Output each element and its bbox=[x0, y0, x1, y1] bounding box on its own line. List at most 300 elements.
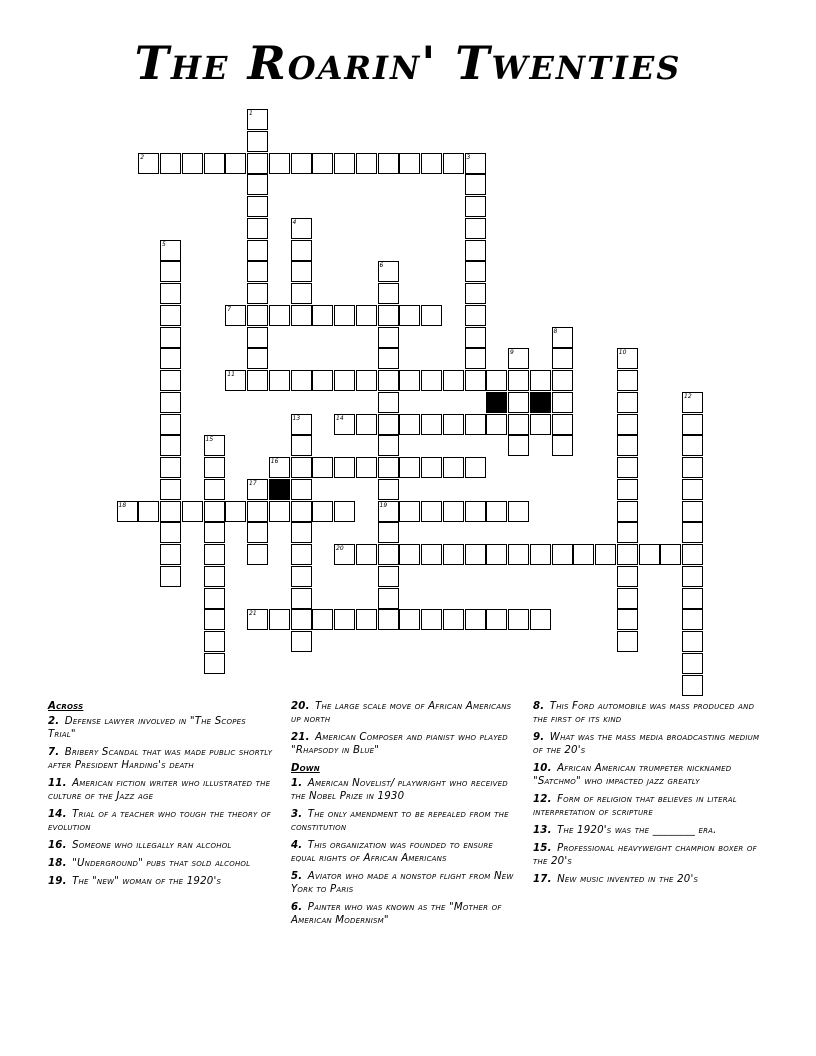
grid-cell[interactable] bbox=[421, 544, 442, 565]
grid-cell[interactable] bbox=[291, 501, 312, 522]
grid-cell[interactable] bbox=[160, 153, 181, 174]
grid-cell[interactable] bbox=[247, 370, 268, 391]
grid-cell[interactable] bbox=[617, 522, 638, 543]
grid-cell[interactable] bbox=[312, 153, 333, 174]
grid-cell[interactable] bbox=[378, 348, 399, 369]
grid-cell[interactable] bbox=[291, 435, 312, 456]
grid-cell[interactable] bbox=[486, 609, 507, 630]
grid-cell[interactable] bbox=[378, 414, 399, 435]
grid-cell[interactable] bbox=[378, 522, 399, 543]
grid-cell[interactable] bbox=[443, 501, 464, 522]
grid-cell[interactable] bbox=[269, 501, 290, 522]
grid-cell[interactable] bbox=[552, 370, 573, 391]
across-clue-list bbox=[48, 715, 273, 888]
grid-cell[interactable] bbox=[247, 544, 268, 565]
grid-cell[interactable] bbox=[269, 609, 290, 630]
grid-cell[interactable] bbox=[443, 153, 464, 174]
clue-number: 8. bbox=[533, 701, 545, 712]
grid-cell[interactable] bbox=[204, 566, 225, 587]
grid-cell[interactable] bbox=[660, 544, 681, 565]
grid-cell[interactable] bbox=[204, 544, 225, 565]
grid-cell[interactable] bbox=[247, 522, 268, 543]
grid-cell[interactable] bbox=[378, 457, 399, 478]
grid-cell[interactable] bbox=[465, 218, 486, 239]
grid-cell[interactable] bbox=[160, 501, 181, 522]
grid-cell[interactable] bbox=[595, 544, 616, 565]
cell-number: 12 bbox=[684, 392, 692, 400]
grid-cell[interactable] bbox=[356, 153, 377, 174]
cell-number: 7 bbox=[227, 305, 232, 313]
clue-number: 3. bbox=[291, 809, 303, 820]
clue-text: Painter who was known as the "Mother of American Modernism" bbox=[291, 902, 502, 926]
grid-cell[interactable] bbox=[334, 370, 355, 391]
clue-text: The "new" woman of the 1920's bbox=[68, 876, 222, 887]
clue-text: The 1920's was the ________ era. bbox=[553, 825, 717, 836]
grid-cell[interactable] bbox=[378, 588, 399, 609]
clue-item bbox=[48, 777, 273, 803]
grid-cell[interactable] bbox=[356, 414, 377, 435]
grid-cell[interactable] bbox=[465, 240, 486, 261]
grid-cell[interactable] bbox=[334, 414, 355, 435]
grid-cell[interactable] bbox=[378, 283, 399, 304]
grid-cell[interactable] bbox=[291, 588, 312, 609]
grid-cell[interactable] bbox=[247, 609, 268, 630]
grid-cell[interactable] bbox=[204, 631, 225, 652]
clue-number: 13. bbox=[533, 825, 552, 836]
grid-cell[interactable] bbox=[312, 305, 333, 326]
grid-cell[interactable] bbox=[552, 327, 573, 348]
grid-cell[interactable] bbox=[160, 414, 181, 435]
grid-cell[interactable] bbox=[269, 153, 290, 174]
grid-cell[interactable] bbox=[291, 261, 312, 282]
clue-item bbox=[533, 842, 768, 868]
grid-cell[interactable] bbox=[682, 457, 703, 478]
grid-cell[interactable] bbox=[508, 348, 529, 369]
clue-text: Someone who illegally ran alcohol bbox=[68, 840, 232, 851]
clue-text: New music invented in the 20's bbox=[553, 874, 699, 885]
clue-text: American fiction writer who illustrated the culture of the Jazz age bbox=[48, 778, 271, 802]
clue-item bbox=[48, 746, 273, 772]
grid-cell[interactable] bbox=[421, 153, 442, 174]
grid-cell[interactable] bbox=[204, 522, 225, 543]
grid-cell[interactable] bbox=[530, 370, 551, 391]
grid-cell[interactable] bbox=[225, 305, 246, 326]
clue-number: 19. bbox=[48, 876, 67, 887]
grid-cell[interactable] bbox=[486, 544, 507, 565]
clue-item bbox=[533, 873, 768, 886]
clue-item bbox=[291, 808, 516, 834]
grid-cell[interactable] bbox=[312, 457, 333, 478]
grid-cell[interactable] bbox=[508, 501, 529, 522]
grid-cell[interactable] bbox=[291, 283, 312, 304]
grid-cell[interactable] bbox=[508, 392, 529, 413]
black-cell bbox=[530, 392, 551, 413]
grid-cell[interactable] bbox=[399, 609, 420, 630]
grid-cell[interactable] bbox=[486, 501, 507, 522]
grid-cell[interactable] bbox=[204, 435, 225, 456]
grid-cell[interactable] bbox=[682, 435, 703, 456]
cell-number: 20 bbox=[336, 545, 344, 552]
clues-column-3 bbox=[533, 700, 768, 891]
grid-cell[interactable] bbox=[356, 609, 377, 630]
clue-text: Bribery Scandal that was made public shortly after President Harding's death bbox=[48, 747, 273, 771]
grid-cell[interactable] bbox=[617, 588, 638, 609]
grid-cell[interactable] bbox=[247, 196, 268, 217]
clue-text: This organization was founded to ensure equal rights of African Americans bbox=[291, 840, 494, 864]
grid-cell[interactable] bbox=[552, 544, 573, 565]
grid-cell[interactable] bbox=[247, 305, 268, 326]
across-clue-list-continued bbox=[291, 700, 516, 757]
grid-cell[interactable] bbox=[291, 414, 312, 435]
grid-cell[interactable] bbox=[160, 370, 181, 391]
grid-cell[interactable] bbox=[378, 435, 399, 456]
grid-cell[interactable] bbox=[378, 305, 399, 326]
grid-cell[interactable] bbox=[421, 609, 442, 630]
clue-number: 21. bbox=[291, 732, 310, 743]
grid-cell[interactable] bbox=[356, 457, 377, 478]
grid-cell[interactable] bbox=[682, 479, 703, 500]
clue-item bbox=[48, 857, 273, 870]
grid-cell[interactable] bbox=[617, 414, 638, 435]
clue-number: 14. bbox=[48, 809, 67, 820]
grid-cell[interactable] bbox=[682, 414, 703, 435]
grid-cell[interactable] bbox=[443, 457, 464, 478]
grid-cell[interactable] bbox=[160, 479, 181, 500]
grid-cell[interactable] bbox=[378, 501, 399, 522]
clues-column-1 bbox=[48, 700, 273, 893]
clue-item bbox=[48, 875, 273, 888]
grid-cell[interactable] bbox=[117, 501, 138, 522]
grid-cell[interactable] bbox=[465, 261, 486, 282]
grid-cell[interactable] bbox=[356, 305, 377, 326]
grid-cell[interactable] bbox=[247, 479, 268, 500]
cell-number: 1 bbox=[249, 110, 253, 117]
grid-cell[interactable] bbox=[399, 544, 420, 565]
grid-cell[interactable] bbox=[617, 348, 638, 369]
grid-cell[interactable] bbox=[247, 501, 268, 522]
grid-cell[interactable] bbox=[334, 457, 355, 478]
grid-cell[interactable] bbox=[399, 501, 420, 522]
clue-item bbox=[291, 700, 516, 726]
cell-number: 13 bbox=[292, 414, 301, 422]
grid-cell[interactable] bbox=[160, 305, 181, 326]
cell-number: 21 bbox=[249, 610, 257, 618]
grid-cell[interactable] bbox=[225, 153, 246, 174]
grid-cell[interactable] bbox=[530, 609, 551, 630]
grid-cell[interactable] bbox=[465, 283, 486, 304]
clue-number: 4. bbox=[291, 840, 303, 851]
cell-number: 5 bbox=[162, 240, 166, 248]
clue-text: African American trumpeter nicknamed "Satchmo" who impacted jazz greatly bbox=[533, 763, 732, 787]
grid-cell[interactable] bbox=[399, 457, 420, 478]
cell-number: 19 bbox=[379, 501, 388, 509]
grid-cell[interactable] bbox=[552, 348, 573, 369]
grid-cell[interactable] bbox=[291, 566, 312, 587]
grid-cell[interactable] bbox=[160, 283, 181, 304]
grid-cell[interactable] bbox=[247, 327, 268, 348]
grid-cell[interactable] bbox=[378, 609, 399, 630]
grid-cell[interactable] bbox=[247, 109, 268, 130]
down-clue-list-continued bbox=[533, 700, 768, 886]
grid-cell[interactable] bbox=[617, 609, 638, 630]
grid-cell[interactable] bbox=[421, 305, 442, 326]
grid-cell[interactable] bbox=[421, 501, 442, 522]
grid-cell[interactable] bbox=[465, 370, 486, 391]
clue-number: 18. bbox=[48, 858, 67, 869]
grid-cell[interactable] bbox=[291, 457, 312, 478]
grid-cell[interactable] bbox=[465, 174, 486, 195]
grid-cell[interactable] bbox=[247, 283, 268, 304]
grid-cell[interactable] bbox=[160, 435, 181, 456]
clue-text: Form of religion that believes in literal interpretation of scripture bbox=[533, 794, 737, 818]
grid-cell[interactable] bbox=[639, 544, 660, 565]
grid-cell[interactable] bbox=[617, 501, 638, 522]
grid-cell[interactable] bbox=[269, 370, 290, 391]
grid-cell[interactable] bbox=[204, 479, 225, 500]
clue-item bbox=[533, 700, 768, 726]
grid-cell[interactable] bbox=[269, 305, 290, 326]
grid-cell[interactable] bbox=[682, 522, 703, 543]
grid-cell[interactable] bbox=[291, 153, 312, 174]
cell-number: 15 bbox=[205, 436, 214, 444]
grid-cell[interactable] bbox=[617, 435, 638, 456]
grid-cell[interactable] bbox=[465, 544, 486, 565]
grid-cell[interactable] bbox=[291, 544, 312, 565]
clue-text: The large scale move of African Americans up north bbox=[291, 701, 512, 725]
grid-cell[interactable] bbox=[682, 675, 703, 696]
grid-cell[interactable] bbox=[399, 414, 420, 435]
grid-cell[interactable] bbox=[378, 261, 399, 282]
grid-cell[interactable] bbox=[486, 414, 507, 435]
grid-cell[interactable] bbox=[312, 370, 333, 391]
grid-cell[interactable] bbox=[443, 414, 464, 435]
grid-cell[interactable] bbox=[682, 653, 703, 674]
grid-cell[interactable] bbox=[334, 609, 355, 630]
cell-number: 3 bbox=[466, 153, 471, 161]
cell-number: 9 bbox=[510, 349, 514, 357]
cell-number: 8 bbox=[553, 327, 558, 335]
clue-number: 5. bbox=[291, 871, 303, 882]
clue-item bbox=[291, 839, 516, 865]
grid-cell[interactable] bbox=[378, 153, 399, 174]
grid-cell[interactable] bbox=[356, 544, 377, 565]
clue-item bbox=[533, 793, 768, 819]
clue-text: Professional heavyweight champion boxer of the 20's bbox=[533, 843, 757, 867]
grid-cell[interactable] bbox=[530, 414, 551, 435]
clue-item bbox=[48, 715, 273, 741]
grid-cell[interactable] bbox=[508, 414, 529, 435]
grid-cell[interactable] bbox=[617, 457, 638, 478]
grid-cell[interactable] bbox=[160, 261, 181, 282]
grid-cell[interactable] bbox=[160, 348, 181, 369]
grid-cell[interactable] bbox=[334, 305, 355, 326]
grid-cell[interactable] bbox=[617, 631, 638, 652]
grid-cell[interactable] bbox=[204, 501, 225, 522]
cell-number: 11 bbox=[227, 371, 235, 378]
grid-cell[interactable] bbox=[617, 392, 638, 413]
grid-cell[interactable] bbox=[291, 218, 312, 239]
grid-cell[interactable] bbox=[682, 631, 703, 652]
grid-cell[interactable] bbox=[182, 501, 203, 522]
clue-number: 15. bbox=[533, 843, 552, 854]
clue-text: American Novelist/ playwright who received the Nobel Prize in 1930 bbox=[291, 778, 508, 802]
grid-cell[interactable] bbox=[378, 327, 399, 348]
grid-cell[interactable] bbox=[182, 153, 203, 174]
grid-cell[interactable] bbox=[291, 631, 312, 652]
grid-cell[interactable] bbox=[465, 305, 486, 326]
grid-cell[interactable] bbox=[356, 370, 377, 391]
grid-cell[interactable] bbox=[378, 392, 399, 413]
clue-number: 20. bbox=[291, 701, 310, 712]
grid-cell[interactable] bbox=[334, 544, 355, 565]
grid-cell[interactable] bbox=[247, 153, 268, 174]
grid-cell[interactable] bbox=[312, 609, 333, 630]
grid-cell[interactable] bbox=[465, 414, 486, 435]
grid-cell[interactable] bbox=[160, 240, 181, 261]
grid-cell[interactable] bbox=[291, 609, 312, 630]
clue-text: "Underground" pubs that sold alcohol bbox=[68, 858, 251, 869]
clue-number: 9. bbox=[533, 732, 545, 743]
grid-cell[interactable] bbox=[682, 588, 703, 609]
clue-item bbox=[48, 808, 273, 834]
cell-number: 6 bbox=[379, 262, 384, 270]
grid-cell[interactable] bbox=[552, 392, 573, 413]
grid-cell[interactable] bbox=[508, 435, 529, 456]
clue-number: 2. bbox=[48, 716, 60, 727]
cell-number: 4 bbox=[292, 218, 297, 226]
clue-text: Aviator who made a nonstop flight from New York to Paris bbox=[291, 871, 514, 895]
grid-cell[interactable] bbox=[682, 566, 703, 587]
grid-cell[interactable] bbox=[138, 501, 159, 522]
grid-cell[interactable] bbox=[334, 501, 355, 522]
clues-column-2 bbox=[291, 700, 516, 932]
grid-cell[interactable] bbox=[378, 566, 399, 587]
clue-text: What was the mass media broadcasting medium of the 20's bbox=[533, 732, 760, 756]
grid-cell[interactable] bbox=[334, 153, 355, 174]
grid-cell[interactable] bbox=[204, 457, 225, 478]
down-heading: Down bbox=[291, 763, 320, 774]
grid-cell[interactable] bbox=[465, 501, 486, 522]
grid-cell[interactable] bbox=[378, 479, 399, 500]
grid-cell[interactable] bbox=[291, 305, 312, 326]
grid-cell[interactable] bbox=[291, 240, 312, 261]
grid-cell[interactable] bbox=[160, 522, 181, 543]
grid-cell[interactable] bbox=[247, 174, 268, 195]
grid-cell[interactable] bbox=[465, 196, 486, 217]
grid-cell[interactable] bbox=[204, 609, 225, 630]
grid-cell[interactable] bbox=[138, 153, 159, 174]
black-cell bbox=[269, 479, 290, 500]
grid-cell[interactable] bbox=[269, 457, 290, 478]
down-clue-list bbox=[291, 777, 516, 927]
clue-item bbox=[48, 839, 273, 852]
grid-cell[interactable] bbox=[312, 501, 333, 522]
grid-cell[interactable] bbox=[465, 457, 486, 478]
grid-cell[interactable] bbox=[160, 392, 181, 413]
grid-cell[interactable] bbox=[378, 370, 399, 391]
grid-cell[interactable] bbox=[291, 479, 312, 500]
grid-cell[interactable] bbox=[291, 522, 312, 543]
grid-cell[interactable] bbox=[421, 414, 442, 435]
grid-cell[interactable] bbox=[247, 218, 268, 239]
grid-cell[interactable] bbox=[160, 566, 181, 587]
grid-cell[interactable] bbox=[204, 588, 225, 609]
clue-item bbox=[291, 870, 516, 896]
grid-cell[interactable] bbox=[160, 327, 181, 348]
clue-number: 1. bbox=[291, 778, 303, 789]
grid-cell[interactable] bbox=[204, 653, 225, 674]
puzzle-title: The Roarin' Twenties bbox=[134, 36, 682, 90]
grid-cell[interactable] bbox=[508, 609, 529, 630]
clue-number: 10. bbox=[533, 763, 552, 774]
clue-number: 7. bbox=[48, 747, 60, 758]
grid-cell[interactable] bbox=[378, 544, 399, 565]
clue-number: 16. bbox=[48, 840, 67, 851]
cell-number: 14 bbox=[336, 414, 344, 422]
grid-cell[interactable] bbox=[399, 153, 420, 174]
grid-cell[interactable] bbox=[247, 348, 268, 369]
grid-cell[interactable] bbox=[291, 370, 312, 391]
clue-item bbox=[291, 901, 516, 927]
grid-cell[interactable] bbox=[486, 370, 507, 391]
clue-text: Trial of a teacher who tough the theory of evolution bbox=[48, 809, 271, 833]
grid-cell[interactable] bbox=[617, 370, 638, 391]
grid-cell[interactable] bbox=[247, 131, 268, 152]
grid-cell[interactable] bbox=[552, 414, 573, 435]
grid-cell[interactable] bbox=[421, 457, 442, 478]
black-cell bbox=[486, 392, 507, 413]
grid-cell[interactable] bbox=[443, 544, 464, 565]
clue-text: The only amendment to be repealed from the constitution bbox=[291, 809, 509, 833]
clue-item bbox=[291, 777, 516, 803]
grid-cell[interactable] bbox=[573, 544, 594, 565]
grid-cell[interactable] bbox=[160, 457, 181, 478]
grid-cell[interactable] bbox=[225, 370, 246, 391]
grid-cell[interactable] bbox=[617, 566, 638, 587]
grid-cell[interactable] bbox=[247, 240, 268, 261]
grid-cell[interactable] bbox=[530, 544, 551, 565]
cell-number: 10 bbox=[618, 349, 627, 357]
grid-cell[interactable] bbox=[204, 153, 225, 174]
grid-cell[interactable] bbox=[225, 501, 246, 522]
cell-number: 17 bbox=[249, 479, 257, 487]
cell-number: 16 bbox=[270, 458, 279, 465]
grid-cell[interactable] bbox=[682, 501, 703, 522]
grid-cell[interactable] bbox=[399, 305, 420, 326]
grid-cell[interactable] bbox=[247, 261, 268, 282]
grid-cell[interactable] bbox=[443, 609, 464, 630]
grid-cell[interactable] bbox=[160, 544, 181, 565]
grid-cell[interactable] bbox=[465, 609, 486, 630]
grid-cell[interactable] bbox=[465, 348, 486, 369]
grid-cell[interactable] bbox=[508, 370, 529, 391]
grid-cell[interactable] bbox=[399, 370, 420, 391]
grid-cell[interactable] bbox=[682, 544, 703, 565]
grid-cell[interactable] bbox=[465, 327, 486, 348]
grid-cell[interactable] bbox=[552, 435, 573, 456]
grid-cell[interactable] bbox=[465, 153, 486, 174]
grid-cell[interactable] bbox=[617, 544, 638, 565]
grid-cell[interactable] bbox=[508, 544, 529, 565]
grid-cell[interactable] bbox=[443, 370, 464, 391]
grid-cell[interactable] bbox=[421, 370, 442, 391]
grid-cell[interactable] bbox=[617, 479, 638, 500]
clue-item bbox=[533, 731, 768, 757]
grid-cell[interactable] bbox=[682, 609, 703, 630]
clue-item bbox=[533, 762, 768, 788]
grid-cell[interactable] bbox=[682, 392, 703, 413]
clue-text: Defense lawyer involved in "The Scopes Trial" bbox=[48, 716, 246, 740]
